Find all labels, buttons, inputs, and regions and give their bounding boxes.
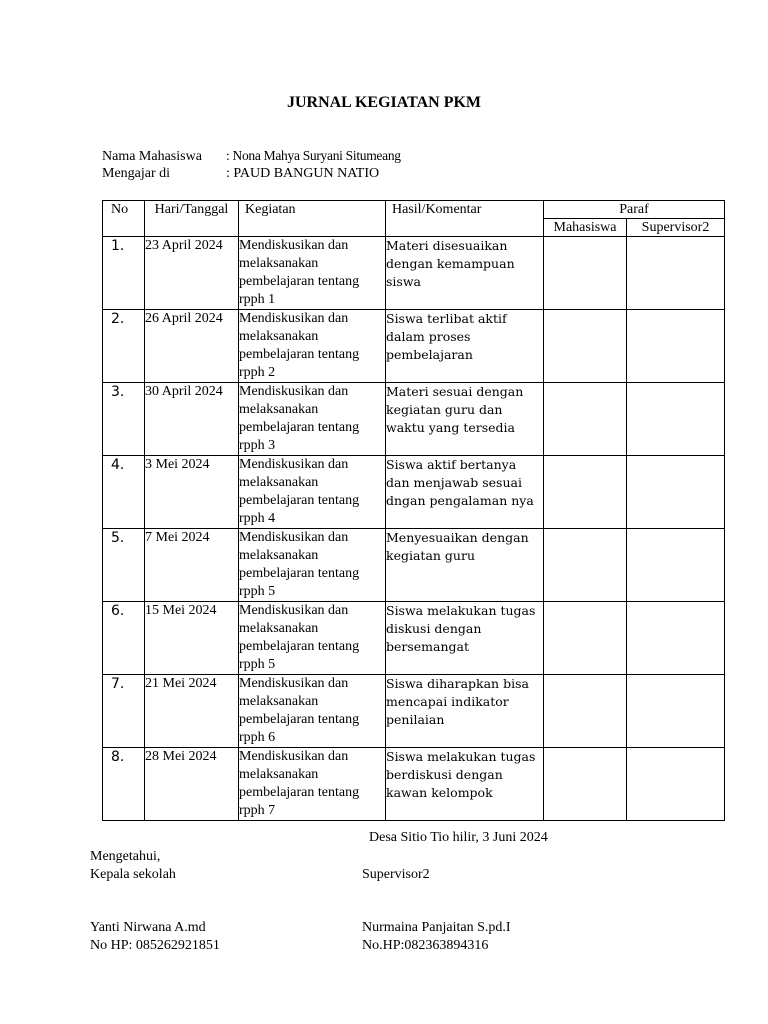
row-result: Menyesuaikan dengan kegiatan guru: [386, 529, 544, 602]
header-signature-supervisor: Supervisor2: [627, 219, 725, 237]
row-number: 7.: [103, 675, 145, 748]
row-activity: Mendiskusikan dan melaksanakan pembelajaran tentang rpph 2: [239, 310, 386, 383]
row-signature-student: [544, 675, 627, 748]
header-result: Hasil/Komentar: [386, 201, 544, 237]
supervisor-title: Supervisor2: [362, 867, 430, 882]
row-number: 2.: [103, 310, 145, 383]
table-row: [103, 383, 725, 456]
row-result: Siswa melakukan tugas berdiskusi dengan kawan kelompok: [386, 748, 544, 821]
teaching-place-line: [102, 165, 379, 183]
acknowledged-label: Mengetahui,: [90, 849, 161, 864]
row-activity: Mendiskusikan dan melaksanakan pembelajaran tentang rpph 5: [239, 602, 386, 675]
table-row: [103, 602, 725, 675]
row-signature-student: [544, 602, 627, 675]
header-signature: Paraf: [544, 201, 725, 219]
teaching-place-label: Mengajar di: [102, 166, 171, 181]
principal-phone: No HP: 085262921851: [90, 938, 220, 953]
table-row: [103, 237, 725, 310]
row-date: 3 Mei 2024: [145, 456, 239, 529]
document-title: JURNAL KEGIATAN PKM: [286, 94, 482, 111]
principal-title: Kepala sekolah: [90, 867, 176, 882]
row-date: 30 April 2024: [145, 383, 239, 456]
row-signature-supervisor: [627, 748, 725, 821]
row-date: 15 Mei 2024: [145, 602, 239, 675]
table-row: [103, 748, 725, 821]
row-signature-supervisor: [627, 456, 725, 529]
row-activity: Mendiskusikan dan melaksanakan pembelajaran tentang rpph 3: [239, 383, 386, 456]
teaching-place-value: : PAUD BANGUN NATIO: [226, 166, 380, 181]
row-number: 3.: [103, 383, 145, 456]
row-result: Siswa diharapkan bisa mencapai indikator penilaian: [386, 675, 544, 748]
header-activity: Kegiatan: [239, 201, 386, 237]
place-date: Desa Sitio Tio hilir, 3 Juni 2024: [369, 830, 548, 845]
row-date: 21 Mei 2024: [145, 675, 239, 748]
row-signature-supervisor: [627, 529, 725, 602]
row-activity: Mendiskusikan dan melaksanakan pembelajaran tentang rpph 6: [239, 675, 386, 748]
header-signature-student: Mahasiswa: [544, 219, 627, 237]
row-activity: Mendiskusikan dan melaksanakan pembelajaran tentang rpph 7: [239, 748, 386, 821]
row-result: Materi disesuaikan dengan kemampuan siswa: [386, 237, 544, 310]
row-signature-student: [544, 748, 627, 821]
row-signature-student: [544, 310, 627, 383]
student-name-value: : Nona Mahya Suryani Situmeang: [226, 148, 401, 163]
student-name-line: [102, 147, 401, 166]
table-row: [103, 675, 725, 748]
table-row: [103, 310, 725, 383]
row-number: 5.: [103, 529, 145, 602]
supervisor-name: Nurmaina Panjaitan S.pd.I: [362, 920, 511, 935]
row-number: 6.: [103, 602, 145, 675]
row-signature-supervisor: [627, 237, 725, 310]
row-date: 7 Mei 2024: [145, 529, 239, 602]
header-date: Hari/Tanggal: [145, 201, 239, 237]
supervisor-phone: No.HP:082363894316: [362, 938, 489, 953]
row-signature-supervisor: [627, 675, 725, 748]
row-result: Siswa melakukan tugas diskusi dengan bersemangat: [386, 602, 544, 675]
row-number: 8.: [103, 748, 145, 821]
row-signature-supervisor: [627, 310, 725, 383]
row-result: Siswa aktif bertanya dan menjawab sesuai dngan pengalaman nya: [386, 456, 544, 529]
row-number: 1.: [103, 237, 145, 310]
row-activity: Mendiskusikan dan melaksanakan pembelajaran tentang rpph 1: [239, 237, 386, 310]
row-result: Siswa terlibat aktif dalam proses pembelajaran: [386, 310, 544, 383]
row-signature-student: [544, 383, 627, 456]
row-date: 28 Mei 2024: [145, 748, 239, 821]
row-activity: Mendiskusikan dan melaksanakan pembelajaran tentang rpph 4: [239, 456, 386, 529]
row-signature-student: [544, 529, 627, 602]
row-activity: Mendiskusikan dan melaksanakan pembelajaran tentang rpph 5: [239, 529, 386, 602]
principal-name: Yanti Nirwana A.md: [90, 920, 206, 935]
activity-journal-table: [102, 200, 725, 821]
table-row: [103, 456, 725, 529]
header-no: No: [103, 201, 145, 237]
row-signature-supervisor: [627, 383, 725, 456]
row-date: 23 April 2024: [145, 237, 239, 310]
row-date: 26 April 2024: [145, 310, 239, 383]
row-signature-student: [544, 456, 627, 529]
row-signature-student: [544, 237, 627, 310]
row-result: Materi sesuai dengan kegiatan guru dan waktu yang tersedia: [386, 383, 544, 456]
table-row: [103, 529, 725, 602]
row-signature-supervisor: [627, 602, 725, 675]
student-name-label: Nama Mahasiswa: [102, 149, 202, 164]
row-number: 4.: [103, 456, 145, 529]
